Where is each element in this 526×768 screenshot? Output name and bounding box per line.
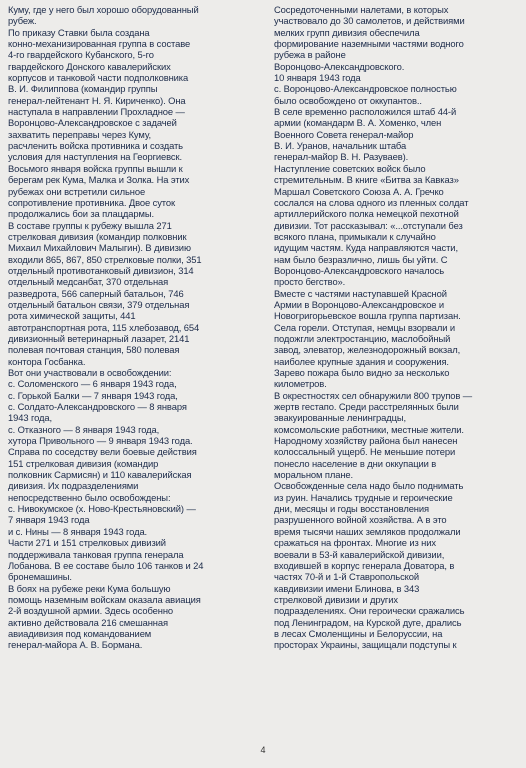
page-number: 4: [260, 745, 266, 755]
paragraph: В составе группы к рубежу вышла 271 стрелковая дивизия (командир полковник Михаил Михайлович Малыгин). В дивизию входили 865, 867, 850 стрелковые полки, 351 отдельный противотанковый дивизион, 314 отдельный медсанбат, 370 отдельная разведрота, 566 саперный батальон, 746 отдельный батальон связи, 379 отдельная рота химической защиты, 441 автотранспортная рота, 115 хлебозавод, 654 дивизионный ветеринарный лазарет, 2141 полевая почтовая станция, 580 полевая контора Госбанка.: [8, 219, 202, 367]
paragraph: Справа по соседству вели боевые действия 151 стрелковая дивизия (командир полковник Сармисян) и 110 кавалерийская дивизия. Их подразделениями непосредственно было освобождены: с. Нивокумское (х. Ново-Крестьяновский) — 7 января 1943 года и с. Нины — 8 января 1943 года.: [8, 446, 197, 537]
paragraph: В селе временно расположился штаб 44-й армии (командарм В. А. Хоменко, член Военного Совета генерал-майор В. И. Уранов, начальник штаба генерал-майор В. Н. Разуваев).: [274, 106, 457, 163]
paragraph: Части 271 и 151 стрелковых дивизий поддерживала танковая группа генерала Лобанова. В ее составе было 106 танков и 24 бронемашины.: [8, 537, 204, 583]
paragraph: Сосредоточенными налетами, в которых участвовало до 30 самолетов, и действиями мелких групп дивизия обеспечила формирование наземными частями водного рубежа в районе Воронцово-Александровского.: [274, 4, 465, 72]
paragraph: Освобожденные села надо было поднимать из руин. Начались трудные и героические дни, месяцы и годы восстановления разрушенного войной хозяйства. А в это время тысячи наших земляков продолжали сражаться на фронтах. Многие из них воевали в 53-й кавалерийской дивизии, входившей в корпус генерала Доватора, в частях 70-й и 1-й Ставропольской кавдивизии имени Блинова, в 343 стрелковой дивизии и других подразделениях. Они героически сражались под Ленинградом, на Курской дуге, дрались в лесах Смоленщины и Белоруссии, на просторах Украины, защищали подступы к: [274, 480, 465, 651]
paragraph: Вместе с частями наступавшей Красной Армии в Воронцово-Александровское и Новогригорьевское вошла группа партизан. Села горели. Отступая, немцы взорвали и подожгли электростанцию, маслобойный завод, элеватор, железнодорожный вокзал, наиболее крупные здания и сооружения. Зарево пожара было видно за несколько километров.: [274, 287, 461, 390]
left-column: [8, 4, 260, 651]
paragraph: Вот они участвовали в освобождении: с. Соломенского — 6 января 1943 года, с. Горькой Балки — 7 января 1943 года, с. Солдато-Александровского — 8 января 1943 года, с. Отказного — 8 января 1943 года, хутора Привольного — 9 января 1943 года.: [8, 367, 193, 447]
paragraph: В окрестностях сел обнаружили 800 трупов — жертв гестапо. Среди расстрелянных были эвакуированные ленинградцы, комсомольские работники, местные жители. Народному хозяйству района был нанесен колоссальный ущерб. Не меньшие потери понесло население в дни оккупации в моральном плане.: [274, 389, 473, 481]
paragraph: Куму, где у него был хорошо оборудованный рубеж.: [8, 4, 199, 27]
paragraph: 10 января 1943 года с. Воронцово-Александровское полностью было освобождено от оккупантов..: [274, 72, 457, 106]
paragraph: Наступление советских войск было стремительным. В книге «Битва за Кавказ» Маршал Советского Союза А. А. Гречко сослался на слова одного из пленных солдат артиллерийского полка немецкой пехотной дивизии. Тот рассказывал: «...отступали без всякого плана, примыкали к случайно идущим частям. Куда направляются части, нам было безразлично, лишь бы уйти. С Воронцово-Александровского началось просто бегство».: [274, 162, 469, 288]
right-column: [274, 4, 520, 651]
paragraph: В боях на рубеже реки Кума большую помощь наземным войскам оказала авиация 2-й воздушной армии. Здесь особенно активно действовала 216 смешанная авиадивизия под командованием генерал-майора А. В. Бормана.: [8, 582, 201, 651]
paragraph: По приказу Ставки была создана конно-механизированная группа в составе 4-го гвардейского Кубанского, 5-го гвардейского Донского кавалерийских корпусов и танковой части подполковника В. И. Филиппова (командир группы генерал-лейтенант Н. Я. Кириченко). Она наступала в направлении Прохладное — Воронцово-Александровское с задачей захватить переправы через Куму, расчленить войска противника и создать условия для наступления на Георгиевск. Восьмого января войска группы вышли к берегам рек Кума, Малка и Золка. На этих рубежах они встретили сильное сопротивление противника. Двое суток продолжались бои за плацдармы.: [8, 26, 191, 220]
